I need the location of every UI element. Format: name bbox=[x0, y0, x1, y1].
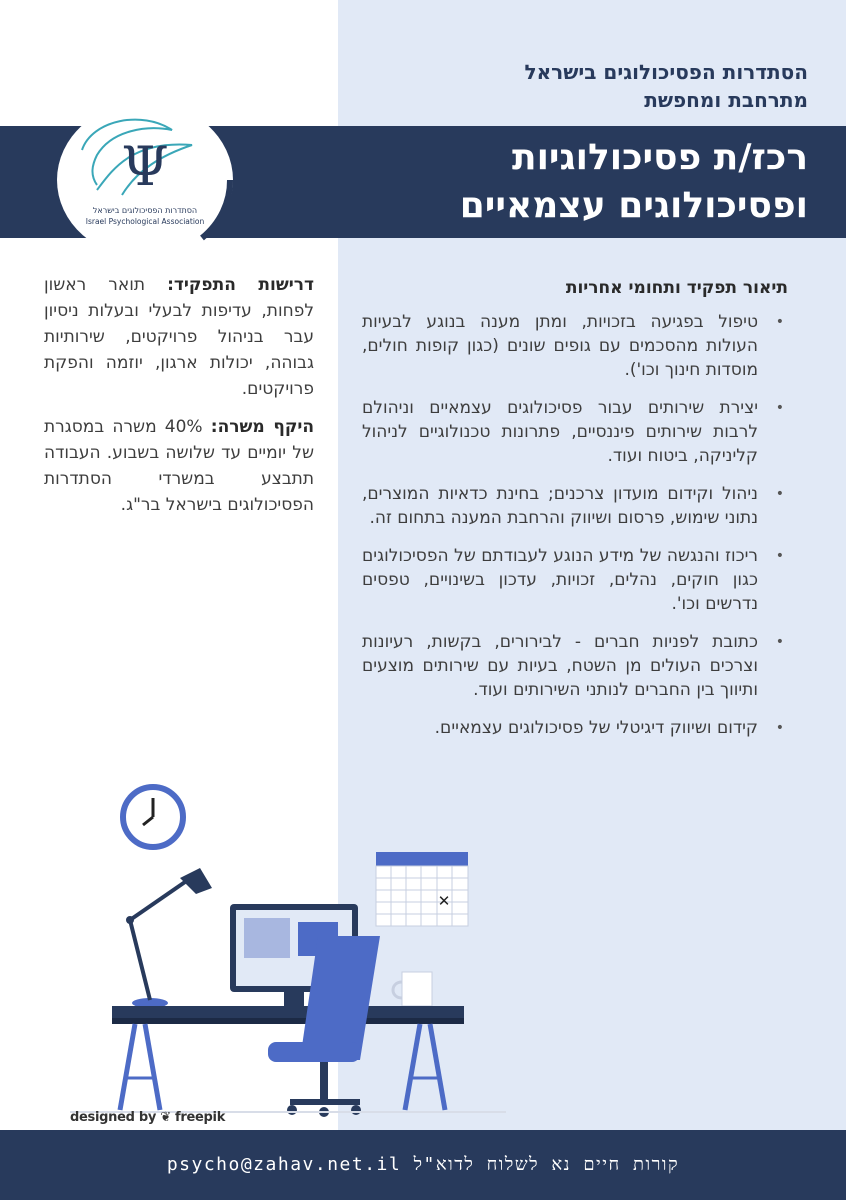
svg-text:✕: ✕ bbox=[437, 892, 451, 910]
calendar-icon bbox=[376, 852, 468, 926]
cup-icon bbox=[393, 972, 432, 1006]
psi-symbol: Ψ bbox=[121, 135, 169, 198]
duties-heading: תיאור תפקיד ותחומי אחריות bbox=[565, 278, 788, 298]
duty-text: קידום ושיווק דיגיטלי של פסיכולוגים עצמאיים. bbox=[434, 718, 758, 738]
bullet-icon: • bbox=[775, 720, 784, 736]
list-item bbox=[362, 630, 788, 702]
org-header bbox=[348, 58, 808, 114]
org-name-line: הסתדרות הפסיכולוגים בישראל bbox=[524, 60, 808, 84]
bullet-icon: • bbox=[775, 400, 784, 416]
list-item bbox=[362, 482, 788, 530]
bullet-icon: • bbox=[775, 634, 784, 650]
duty-text: כתובת לפניות חברים - לבירורים, בקשות, רעיונות וצרכים העולים מן השטח, בעיות עם שירותים מוצעים ותיווך בין החברים לנותני השירותים ועוד. bbox=[362, 632, 758, 700]
duty-text: טיפול בפגיעה בזכויות, ומתן מענה בנוגע לבעיות העולות מהסכמים עם גופים שונים (כגון קופות חולים, מוסדות חינוך וכו'). bbox=[362, 312, 758, 380]
requirements-text: תואר ראשון לפחות, עדיפות לבעלי ובעלות ניסיון עבר בניהול פרויקטים, שירותיות גבוהה, יכולות ארגון, יוזמה והפקת פרויקטים. bbox=[44, 275, 314, 399]
office-illustration bbox=[0, 760, 520, 1130]
scope-paragraph bbox=[44, 414, 314, 518]
requirements-column bbox=[44, 272, 314, 530]
logo-name-english: Israel Psychological Association bbox=[85, 217, 205, 226]
requirements-paragraph bbox=[44, 272, 314, 402]
job-title-line1: רכז/ת פסיכולוגיות bbox=[511, 137, 808, 178]
job-title bbox=[288, 134, 808, 230]
illustration-credit: designed by ❦ freepik bbox=[70, 1110, 226, 1125]
list-item bbox=[362, 396, 788, 468]
scope-text: 40% משרה במסגרת של יומיים עד שלושה בשבוע. העבודה תתבצע במשרדי הסתדרות הפסיכולוגים בישראל בר"ג. bbox=[44, 417, 314, 515]
lamp-icon bbox=[126, 868, 212, 1008]
bullet-icon: • bbox=[775, 314, 784, 330]
duty-text: ניהול וקידום מועדון צרכנים; בחינת כדאיות המוצרים, נתוני שימוש, פרסום ושיווק והרחבת המענה בתחום זה. bbox=[362, 484, 758, 528]
bullet-icon: • bbox=[775, 486, 784, 502]
logo bbox=[52, 100, 238, 260]
org-tagline: מתרחבת ומחפשת bbox=[644, 88, 808, 112]
scope-label: היקף משרה: bbox=[210, 417, 315, 437]
clock-icon bbox=[123, 787, 183, 847]
duty-text: יצירת שירותים עבור פסיכולוגים עצמאיים וניהולם לרבות שירותים פיננסיים, פתרונות טכנולוגיים לניהול קליניקה, ביטוח ועוד. bbox=[362, 398, 758, 466]
duties-section bbox=[362, 278, 788, 754]
duties-list bbox=[362, 310, 788, 740]
list-item bbox=[362, 544, 788, 616]
footer-contact: קורות חיים נא לשלוח לדוא"ל psycho@zahav.net.il bbox=[166, 1154, 680, 1175]
requirements-label: דרישות התפקיד: bbox=[167, 275, 314, 295]
list-item bbox=[362, 716, 788, 740]
job-title-line2: ופסיכולוגים עצמאיים bbox=[459, 185, 808, 226]
logo-name-hebrew: הסתדרות הפסיכולוגים בישראל bbox=[92, 206, 198, 215]
list-item bbox=[362, 310, 788, 382]
bullet-icon: • bbox=[775, 548, 784, 564]
duty-text: ריכוז והנגשה של מידע הנוגע לעבודתם של הפסיכולוגים כגון חוקים, נהלים, זכויות, עדכון בשינויים, טפסים נדרשים וכו'. bbox=[362, 546, 758, 614]
